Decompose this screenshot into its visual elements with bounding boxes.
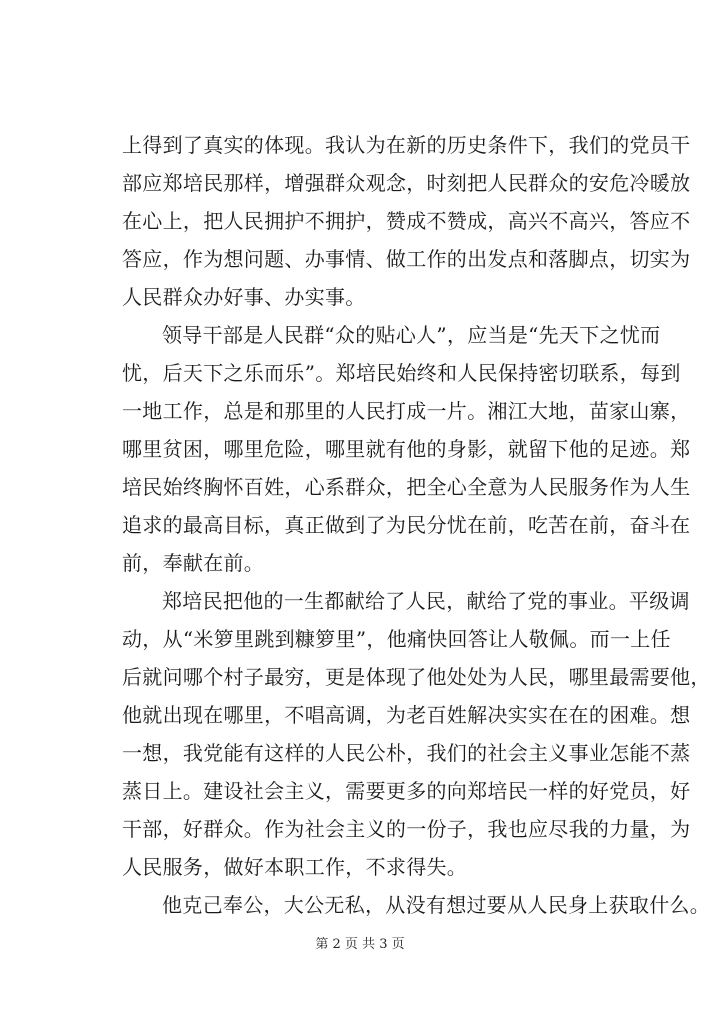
text-line: 一地工作，总是和那里的人民打成一片。湘江大地，苗家山寨， (122, 399, 691, 423)
text-line: 人民服务，做好本职工作，不求得失。 (122, 855, 468, 879)
paragraph-first-line: 领导干部是人民群“众的贴心人”，应当是“先天下之忧而 (162, 323, 661, 347)
text-line: 部应郑培民那样，增强群众观念，时刻把人民群众的安危冷暖放 (122, 171, 691, 195)
text-line: 蒸日上。建设社会主义，需要更多的向郑培民一样的好党员，好 (122, 779, 691, 803)
text-line: 动，从“米箩里跳到糠箩里”，他痛快回答让人敬佩。而一上任 (122, 627, 671, 651)
text-line: 他就出现在哪里，不唱高调，为老百姓解决实实在在的困难。想 (122, 703, 691, 727)
text-line: 培民始终胸怀百姓，心系群众，把全心全意为人民服务作为人生 (122, 475, 691, 499)
page-number-footer: 第 2 页 共 3 页 (315, 937, 405, 952)
text-line: 人民群众办好事、办实事。 (122, 285, 366, 309)
text-line: 一想，我党能有这样的人民公朴，我们的社会主义事业怎能不蒸 (122, 741, 691, 765)
text-line: 忧，后天下之乐而乐”。郑培民始终和人民保持密切联系，每到 (122, 361, 681, 385)
paragraph-first-line: 郑培民把他的一生都献给了人民，献给了党的事业。平级调 (162, 589, 690, 613)
text-line: 上得到了真实的体现。我认为在新的历史条件下，我们的党员干 (122, 133, 691, 157)
text-line: 答应，作为想问题、办事情、做工作的出发点和落脚点，切实为 (122, 247, 691, 271)
paragraph-first-line: 他克己奉公，大公无私，从没有想过要从人民身上获取什么。 (162, 893, 711, 917)
text-line: 追求的最高目标，真正做到了为民分忧在前，吃苦在前，奋斗在 (122, 513, 691, 537)
text-line: 干部，好群众。作为社会主义的一份子，我也应尽我的力量，为 (122, 817, 691, 841)
text-line: 前，奉献在前。 (122, 551, 265, 575)
document-body (122, 126, 711, 924)
text-line: 哪里贫困，哪里危险，哪里就有他的身影，就留下他的足迹。郑 (122, 437, 691, 461)
text-line: 在心上，把人民拥护不拥护，赞成不赞成，高兴不高兴，答应不 (122, 209, 691, 233)
text-line: 后就问哪个村子最穷，更是体现了他处处为人民，哪里最需要他， (122, 665, 711, 689)
